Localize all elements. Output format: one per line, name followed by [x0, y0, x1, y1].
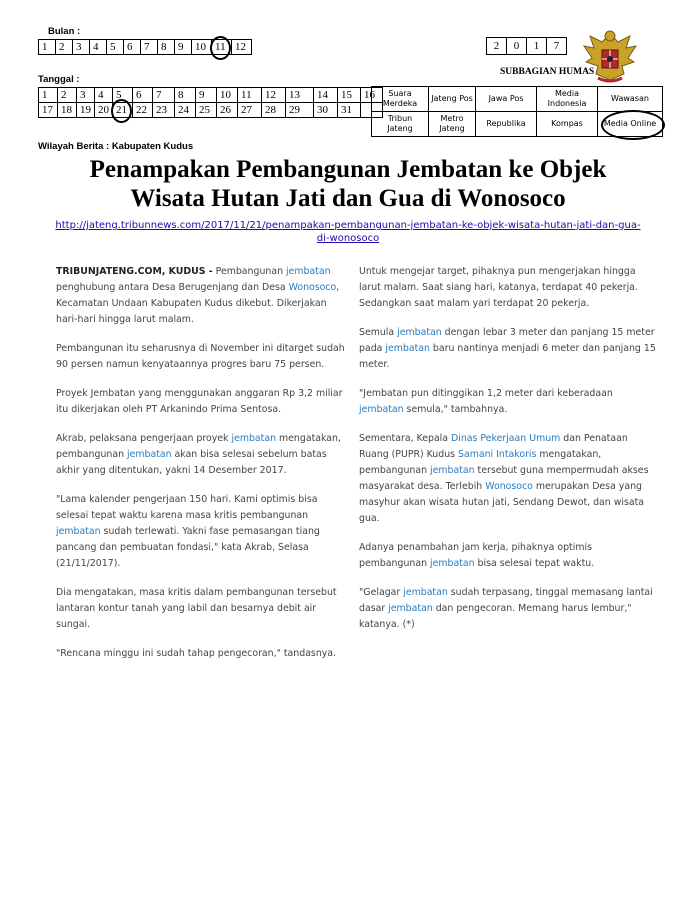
- article-text: Pembangunan: [212, 266, 286, 277]
- tanggal-cell-11: 11: [238, 88, 262, 103]
- tanggal-cell-31: 31: [338, 103, 361, 118]
- article-source: TRIBUNJATENG.COM, KUDUS -: [56, 266, 213, 277]
- tanggal-cell-5: 5: [113, 88, 133, 103]
- tanggal-cell-10: 10: [217, 88, 238, 103]
- bulan-cell-11: 11: [212, 40, 232, 55]
- article-text: Proyek Jembatan yang menggunakan anggaran Rp 3,2 miliar itu dikerjakan oleh PT Arkanindo Prima Sentosa.: [56, 388, 343, 415]
- year-box: [486, 37, 567, 55]
- media-cell-media-online: Media Online: [598, 112, 663, 137]
- tanggal-cell-30: 30: [314, 103, 338, 118]
- source-url-line-1[interactable]: http://jateng.tribunnews.com/2017/11/21/penampakan-pembangunan-jembatan-ke-objek-wisata-hutan-jati-dan-gua-: [55, 220, 641, 231]
- article-link[interactable]: jembatan: [231, 433, 277, 444]
- bulan-cell-1: 1: [39, 40, 56, 55]
- article-text: tersebut guna mempermudah akses masyarakat desa. Terlebih: [359, 465, 649, 492]
- article-paragraph: [56, 431, 348, 479]
- article-link[interactable]: jembatan: [397, 327, 442, 338]
- media-cell-media-indonesia: Media Indonesia: [537, 87, 598, 112]
- bulan-cell-9: 9: [175, 40, 192, 55]
- tanggal-cell-1: 1: [39, 88, 58, 103]
- tanggal-cell-12: 12: [262, 88, 286, 103]
- article-paragraph: [359, 585, 659, 633]
- bulan-cell-12: 12: [232, 40, 252, 55]
- tanggal-cell-3: 3: [77, 88, 95, 103]
- article-link[interactable]: jembatan: [430, 465, 475, 476]
- article-paragraph: [359, 431, 659, 527]
- article-link[interactable]: jembatan: [385, 343, 430, 354]
- article-text: akan bisa selesai sebelum batas akhir yang ditentukan, yakni 14 Desember 2017.: [56, 449, 327, 476]
- media-cell-suara-merdeka: Suara Merdeka: [372, 87, 429, 112]
- tanggal-cell-9: 9: [196, 88, 217, 103]
- article-text: merupakan Desa yang masyhur akan wisata hutan jati, Sendang Dewot, dan wisata gua.: [359, 481, 645, 524]
- article-link[interactable]: jembatan: [430, 558, 475, 569]
- year-digit: 2: [487, 38, 507, 55]
- tanggal-cell-22: 22: [133, 103, 153, 118]
- tanggal-table: [38, 87, 383, 118]
- article-link[interactable]: jembatan: [56, 526, 101, 537]
- tanggal-cell-26: 26: [217, 103, 238, 118]
- article-text: Semula: [359, 327, 398, 338]
- article-left-column: [56, 264, 348, 675]
- article-paragraph: [359, 264, 659, 312]
- bulan-cell-7: 7: [141, 40, 158, 55]
- article-text: sudah terpasang, tinggal memasang lantai dasar: [359, 587, 653, 614]
- article-text: semula," tambahnya.: [403, 404, 508, 415]
- article-link[interactable]: Dinas Pekerjaan Umum: [451, 433, 561, 444]
- article-link[interactable]: Wonosoco: [288, 282, 337, 293]
- year-digit: 1: [527, 38, 547, 55]
- tanggal-cell-17: 17: [39, 103, 58, 118]
- tanggal-cell-19: 19: [77, 103, 95, 118]
- selected-circle: [111, 99, 132, 123]
- tanggal-cell-8: 8: [175, 88, 196, 103]
- article-text: mengatakan, pembangunan: [56, 433, 341, 460]
- media-cell-jawa-pos: Jawa Pos: [476, 87, 537, 112]
- tanggal-cell-28: 28: [262, 103, 286, 118]
- year-digit: 7: [547, 38, 567, 55]
- media-cell-wawasan: Wawasan: [598, 87, 663, 112]
- article-link[interactable]: jembatan: [286, 266, 331, 277]
- article-text: , Kecamatan Undaan Kabupaten Kudus dikebut. Dikerjakan hari-hari hingga larut malam.: [56, 282, 340, 325]
- bulan-cell-2: 2: [56, 40, 73, 55]
- tanggal-cell-23: 23: [153, 103, 175, 118]
- article-text: "Gelagar: [359, 587, 404, 598]
- article-text: Adanya penambahan jam kerja, pihaknya optimis pembangunan: [359, 542, 592, 569]
- headline: [40, 155, 656, 213]
- article-right-column: [359, 264, 659, 646]
- article-text: dengan lebar 3 meter dan panjang 15 meter pada: [359, 327, 655, 354]
- source-url[interactable]: [40, 219, 656, 245]
- tanggal-cell-16: 16: [361, 88, 383, 103]
- garuda-emblem-icon: [582, 28, 638, 86]
- bulan-cell-3: 3: [73, 40, 90, 55]
- article-paragraph: [56, 341, 348, 373]
- article-paragraph: [359, 540, 659, 572]
- article-paragraph: [56, 585, 348, 633]
- tanggal-cell-27: 27: [238, 103, 262, 118]
- tanggal-label: Tanggal :: [38, 74, 80, 85]
- tanggal-cell-24: 24: [175, 103, 196, 118]
- article-paragraph: [359, 386, 659, 418]
- article-paragraph: [56, 264, 348, 328]
- article-text: sudah terlewati. Yakni fase pemasangan tiang pancang dan pembuatan fondasi," kata Akrab, Selasa (21/11/2017).: [56, 526, 320, 569]
- tanggal-cell-29: 29: [286, 103, 314, 118]
- article-text: mengatakan, pembangunan: [359, 449, 602, 476]
- article-link[interactable]: jembatan: [127, 449, 172, 460]
- bulan-cell-6: 6: [124, 40, 141, 55]
- article-text: Dia mengatakan, masa kritis dalam pembangunan tersebut lantaran kontur tanah yang labil dan besarnya debit air sungai.: [56, 587, 337, 630]
- selected-circle: [210, 36, 231, 60]
- bulan-label: Bulan :: [48, 26, 81, 37]
- article-paragraph: [56, 646, 348, 662]
- article-text: "Lama kalender pengerjaan 150 hari. Kami optimis bisa selesai tepat waktu karena masa kritis pembangunan: [56, 494, 318, 521]
- tanggal-cell-15: 15: [338, 88, 361, 103]
- article-text: "Jembatan pun ditinggikan 1,2 meter dari keberadaan: [359, 388, 613, 399]
- year-digit: 0: [507, 38, 527, 55]
- bulan-cell-4: 4: [90, 40, 107, 55]
- tanggal-cell-7: 7: [153, 88, 175, 103]
- headline-line-1: Penampakan Pembangunan Jembatan ke Objek: [89, 156, 607, 183]
- media-selected-circle: [601, 110, 665, 140]
- source-url-line-2[interactable]: di-wonosoco: [316, 233, 380, 244]
- tanggal-cell-25: 25: [196, 103, 217, 118]
- bulan-table: [38, 39, 252, 55]
- tanggal-cell-2: 2: [58, 88, 77, 103]
- media-cell-metro-jateng: Metro Jateng: [429, 112, 476, 137]
- article-text: penghubung antara Desa Berugenjang dan Desa: [56, 282, 289, 293]
- article-link[interactable]: jembatan: [388, 603, 433, 614]
- tanggal-cell-20: 20: [95, 103, 113, 118]
- article-text: Akrab, pelaksana pengerjaan proyek: [56, 433, 232, 444]
- article-text: dan Penataan Ruang (PUPR) Kudus: [359, 433, 628, 460]
- article-text: Untuk mengejar target, pihaknya pun mengerjakan hingga larut malam. Saat siang hari, katanya, terdapat 40 pekerja. Sedangkan saat malam yari terdapat 20 pekerja.: [359, 266, 638, 309]
- media-cell-tribun-jateng: Tribun Jateng: [372, 112, 429, 137]
- subbagian-humas: SUBBAGIAN HUMAS: [500, 67, 595, 77]
- article-text: Sementara, Kepala: [359, 433, 452, 444]
- article-link[interactable]: Wonosoco: [485, 481, 533, 492]
- tanggal-cell-14: 14: [314, 88, 338, 103]
- media-cell-jateng-pos: Jateng Pos: [429, 87, 476, 112]
- media-cell-kompas: Kompas: [537, 112, 598, 137]
- article-text: "Rencana minggu ini sudah tahap pengecoran," tandasnya.: [56, 648, 337, 659]
- tanggal-cell-18: 18: [58, 103, 77, 118]
- article-link[interactable]: jembatan: [359, 404, 404, 415]
- tanggal-cell-21: 21: [113, 103, 133, 118]
- bulan-cell-8: 8: [158, 40, 175, 55]
- headline-line-2: Wisata Hutan Jati dan Gua di Wonosoco: [130, 185, 566, 212]
- media-cell-republika: Republika: [476, 112, 537, 137]
- article-paragraph: [56, 492, 348, 572]
- wilayah-berita: Wilayah Berita : Kabupaten Kudus: [38, 141, 194, 152]
- tanggal-cell-13: 13: [286, 88, 314, 103]
- article-paragraph: [359, 325, 659, 373]
- article-text: bisa selesai tepat waktu.: [474, 558, 595, 569]
- tanggal-cell-6: 6: [133, 88, 153, 103]
- bulan-cell-5: 5: [107, 40, 124, 55]
- bulan-cell-10: 10: [192, 40, 212, 55]
- article-text: Pembangunan itu seharusnya di November ini ditarget sudah 90 persen namun kenyataannya progres baru 75 persen.: [56, 343, 345, 370]
- article-text: baru nantinya menjadi 6 meter dan panjang 15 meter.: [359, 343, 656, 370]
- article-paragraph: [56, 386, 348, 418]
- tanggal-cell-4: 4: [95, 88, 113, 103]
- article-link[interactable]: jembatan: [403, 587, 448, 598]
- article-text: dan pengecoran. Memang harus lembur," katanya. (*): [359, 603, 632, 630]
- article-link[interactable]: Samani Intakoris: [458, 449, 537, 460]
